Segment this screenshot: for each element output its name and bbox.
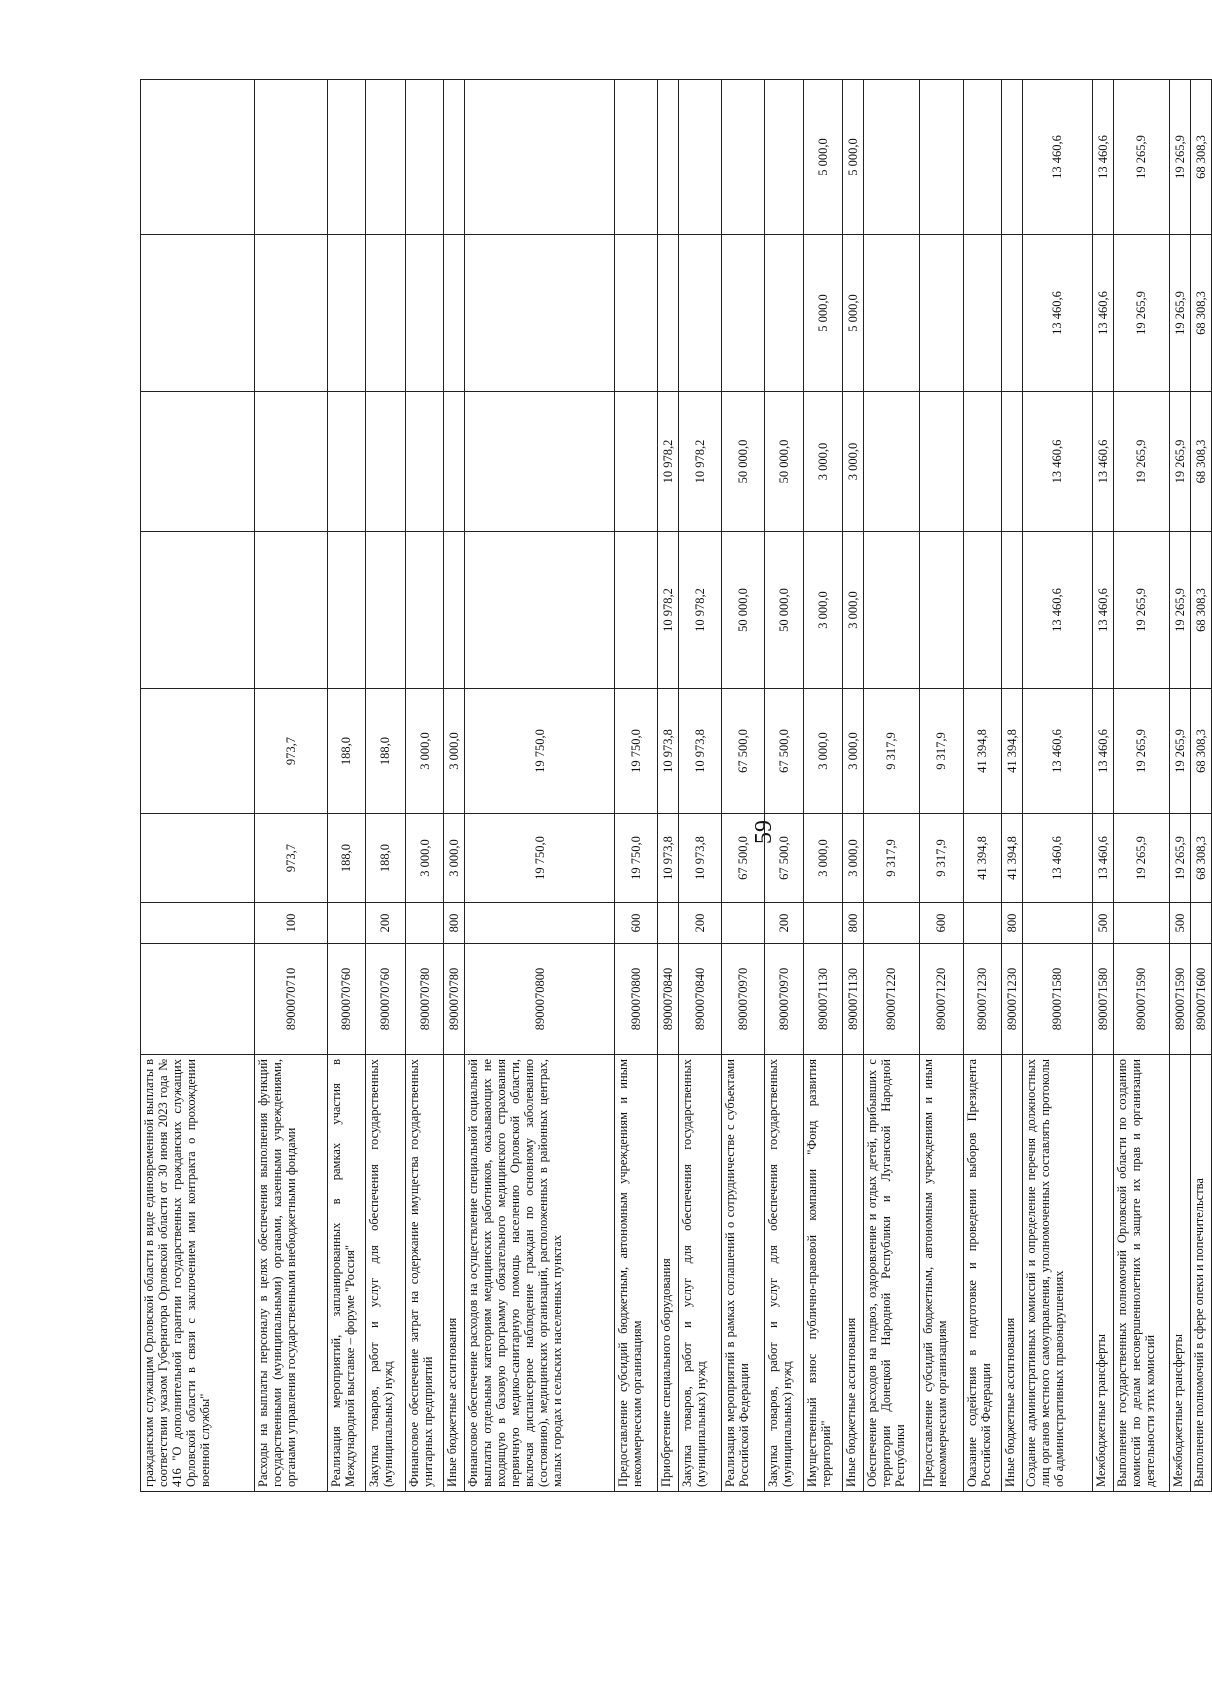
table-row xyxy=(465,80,615,1492)
target-article-code: 8900071600 xyxy=(1190,944,1211,1055)
value-col-3 xyxy=(255,532,327,689)
value-col-2: 9 317,9 xyxy=(864,689,919,814)
value-col-2: 19 265,9 xyxy=(1170,689,1191,814)
target-article-code: 8900071220 xyxy=(919,944,963,1055)
expense-type-code xyxy=(406,903,444,944)
value-col-2: 188,0 xyxy=(327,689,365,814)
item-name: Создание административных комиссий и определение перечня должностных лиц органов местного самоуправления, уполномоченных составлять протоколы об административных правонарушениях xyxy=(1022,1055,1092,1492)
value-col-2: 67 500,0 xyxy=(764,689,803,814)
expense-type-code: 500 xyxy=(1170,903,1191,944)
item-name: Приобретение специального оборудования xyxy=(658,1055,679,1492)
table-row xyxy=(864,80,919,1492)
value-col-6 xyxy=(327,80,365,235)
item-name: Межбюджетные трансферты xyxy=(1092,1055,1113,1492)
value-col-4: 10 978,2 xyxy=(658,392,679,532)
value-col-3 xyxy=(327,532,365,689)
expense-type-code xyxy=(1022,903,1092,944)
value-col-4: 13 460,6 xyxy=(1092,392,1113,532)
item-name: Обеспечение расходов на подвоз, оздоровление и отдых детей, прибывших с территории Донецкой Народной Республики и Луганской Народной Республики xyxy=(864,1055,919,1492)
target-article-code: 8900070840 xyxy=(658,944,679,1055)
value-col-4: 10 978,2 xyxy=(678,392,721,532)
item-name: Иные бюджетные ассигнования xyxy=(843,1055,864,1492)
value-col-6 xyxy=(615,80,658,235)
target-article-code: 8900071230 xyxy=(963,944,1001,1055)
value-col-2: 41 394,8 xyxy=(963,689,1001,814)
value-col-6 xyxy=(963,80,1001,235)
value-col-6 xyxy=(444,80,465,235)
value-col-6: 19 265,9 xyxy=(1170,80,1191,235)
value-col-4 xyxy=(255,392,327,532)
value-col-5 xyxy=(444,235,465,392)
value-col-4: 3 000,0 xyxy=(843,392,864,532)
table-row xyxy=(919,80,963,1492)
table-row xyxy=(615,80,658,1492)
expense-type-code xyxy=(1190,903,1211,944)
target-article-code: 8900071130 xyxy=(843,944,864,1055)
value-col-1: 3 000,0 xyxy=(843,814,864,903)
target-article-code: 8900070840 xyxy=(678,944,721,1055)
value-col-2: 3 000,0 xyxy=(804,689,843,814)
value-col-6 xyxy=(1001,80,1022,235)
value-col-1: 10 973,8 xyxy=(678,814,721,903)
target-article-code: 8900070800 xyxy=(615,944,658,1055)
value-col-4 xyxy=(1001,392,1022,532)
item-name: Закупка товаров, работ и услуг для обеспечения государственных (муниципальных) нужд xyxy=(365,1055,406,1492)
table-row xyxy=(1001,80,1022,1492)
item-name: Финансовое обеспечение расходов на осуществление специальной социальной выплаты отдельным категориям медицинских работников, оказывающих не входящую в базовую программу обязательного медицинского страхования первичную медико-санитарную помощь населению Орловской области, включая диспансерное наблюдение граждан по основному заболеванию (состоянию), медицинских организаций, расположенных в районных центрах, малых городах и сельских населенных пунктах xyxy=(465,1055,615,1492)
value-col-5: 19 265,9 xyxy=(1170,235,1191,392)
table-row xyxy=(1113,80,1169,1492)
value-col-2: 41 394,8 xyxy=(1001,689,1022,814)
value-col-5 xyxy=(764,235,803,392)
value-col-1: 41 394,8 xyxy=(1001,814,1022,903)
value-col-3 xyxy=(141,532,255,689)
value-col-5: 5 000,0 xyxy=(804,235,843,392)
value-col-6: 19 265,9 xyxy=(1113,80,1169,235)
value-col-6 xyxy=(658,80,679,235)
item-name: Межбюджетные трансферты xyxy=(1170,1055,1191,1492)
expense-type-code: 800 xyxy=(843,903,864,944)
item-name: Выполнение полномочий в сфере опеки и попечительства xyxy=(1190,1055,1211,1492)
expense-type-code xyxy=(963,903,1001,944)
expense-type-code xyxy=(327,903,365,944)
page-number: 59 xyxy=(751,820,777,844)
item-name: Оказание содействия в подготовке и проведении выборов Президента Российской Федерации xyxy=(963,1055,1001,1492)
expense-type-code: 200 xyxy=(764,903,803,944)
value-col-3: 13 460,6 xyxy=(1022,532,1092,689)
value-col-5 xyxy=(327,235,365,392)
value-col-2: 3 000,0 xyxy=(843,689,864,814)
value-col-5 xyxy=(1001,235,1022,392)
value-col-1: 19 750,0 xyxy=(465,814,615,903)
value-col-6 xyxy=(764,80,803,235)
value-col-5 xyxy=(141,235,255,392)
value-col-3: 50 000,0 xyxy=(764,532,803,689)
value-col-6 xyxy=(406,80,444,235)
value-col-3: 10 978,2 xyxy=(658,532,679,689)
value-col-4 xyxy=(444,392,465,532)
value-col-4: 13 460,6 xyxy=(1022,392,1092,532)
expense-type-code xyxy=(1113,903,1169,944)
expense-type-code: 100 xyxy=(255,903,327,944)
value-col-2: 188,0 xyxy=(365,689,406,814)
value-col-1: 9 317,9 xyxy=(864,814,919,903)
expense-type-code: 500 xyxy=(1092,903,1113,944)
value-col-3 xyxy=(963,532,1001,689)
target-article-code: 8900070970 xyxy=(721,944,764,1055)
target-article-code: 8900070780 xyxy=(444,944,465,1055)
value-col-5: 13 460,6 xyxy=(1022,235,1092,392)
expense-type-code: 800 xyxy=(1001,903,1022,944)
target-article-code: 8900070970 xyxy=(764,944,803,1055)
value-col-2 xyxy=(141,689,255,814)
value-col-3: 19 265,9 xyxy=(1113,532,1169,689)
table-row xyxy=(658,80,679,1492)
value-col-4 xyxy=(141,392,255,532)
value-col-3 xyxy=(444,532,465,689)
value-col-1: 188,0 xyxy=(365,814,406,903)
value-col-1: 13 460,6 xyxy=(1022,814,1092,903)
value-col-5: 5 000,0 xyxy=(843,235,864,392)
value-col-1: 19 265,9 xyxy=(1170,814,1191,903)
value-col-2: 19 265,9 xyxy=(1113,689,1169,814)
value-col-6 xyxy=(864,80,919,235)
item-name: Закупка товаров, работ и услуг для обеспечения государственных (муниципальных) нужд xyxy=(678,1055,721,1492)
value-col-4 xyxy=(365,392,406,532)
table-row xyxy=(1190,80,1211,1492)
expense-type-code xyxy=(804,903,843,944)
value-col-3: 19 265,9 xyxy=(1170,532,1191,689)
value-col-3 xyxy=(465,532,615,689)
value-col-2: 10 973,8 xyxy=(658,689,679,814)
value-col-6 xyxy=(141,80,255,235)
value-col-3: 13 460,6 xyxy=(1092,532,1113,689)
value-col-4 xyxy=(963,392,1001,532)
value-col-4 xyxy=(465,392,615,532)
value-col-6: 13 460,6 xyxy=(1092,80,1113,235)
value-col-1: 9 317,9 xyxy=(919,814,963,903)
item-name: Финансовое обеспечение затрат на содержание имущества государственных унитарных предприятий xyxy=(406,1055,444,1492)
value-col-6 xyxy=(721,80,764,235)
value-col-2: 3 000,0 xyxy=(406,689,444,814)
value-col-3: 10 978,2 xyxy=(678,532,721,689)
value-col-5 xyxy=(465,235,615,392)
value-col-2: 19 750,0 xyxy=(615,689,658,814)
value-col-1: 973,7 xyxy=(255,814,327,903)
value-col-6 xyxy=(465,80,615,235)
item-name: Расходы на выплаты персоналу в целях обеспечения выполнения функций государственными (муниципальными) органами, казенными учреждениями, органами управления государственными внебюджетными фондами xyxy=(255,1055,327,1492)
table-row xyxy=(1092,80,1113,1492)
table-row xyxy=(255,80,327,1492)
rotated-table-container xyxy=(140,80,1212,1492)
table-row xyxy=(678,80,721,1492)
expense-type-code: 600 xyxy=(919,903,963,944)
value-col-5 xyxy=(963,235,1001,392)
value-col-3: 3 000,0 xyxy=(804,532,843,689)
value-col-3: 50 000,0 xyxy=(721,532,764,689)
item-name: Предоставление субсидий бюджетным, автономным учреждениям и иным некоммерческим организациям xyxy=(919,1055,963,1492)
item-name: Имущественный взнос публично-правовой компании "Фонд развития территорий" xyxy=(804,1055,843,1492)
item-name: Предоставление субсидий бюджетным, автономным учреждениям и иным некоммерческим организациям xyxy=(615,1055,658,1492)
item-name: Реализация мероприятий, запланированных в рамках участия в Международной выставке – форуме "Россия" xyxy=(327,1055,365,1492)
target-article-code: 8900070710 xyxy=(255,944,327,1055)
value-col-6: 68 308,3 xyxy=(1190,80,1211,235)
item-name: Иные бюджетные ассигнования xyxy=(1001,1055,1022,1492)
value-col-5 xyxy=(365,235,406,392)
value-col-1: 3 000,0 xyxy=(444,814,465,903)
value-col-5 xyxy=(658,235,679,392)
value-col-3: 3 000,0 xyxy=(843,532,864,689)
value-col-2: 9 317,9 xyxy=(919,689,963,814)
budget-table xyxy=(140,79,1212,1492)
item-name: Иные бюджетные ассигнования xyxy=(444,1055,465,1492)
expense-type-code xyxy=(465,903,615,944)
value-col-5 xyxy=(255,235,327,392)
value-col-2: 68 308,3 xyxy=(1190,689,1211,814)
value-col-6 xyxy=(678,80,721,235)
value-col-3 xyxy=(1001,532,1022,689)
item-name: Выполнение государственных полномочий Орловской области по созданию комиссий по делам несовершеннолетних и защите их прав и организации деятельности этих комиссий xyxy=(1113,1055,1169,1492)
target-article-code: 8900071590 xyxy=(1170,944,1191,1055)
value-col-2: 67 500,0 xyxy=(721,689,764,814)
expense-type-code xyxy=(141,903,255,944)
value-col-4: 3 000,0 xyxy=(804,392,843,532)
table-row xyxy=(804,80,843,1492)
value-col-6: 5 000,0 xyxy=(843,80,864,235)
value-col-4 xyxy=(406,392,444,532)
target-article-code: 8900070800 xyxy=(465,944,615,1055)
item-name: гражданским служащим Орловской области в виде единовременной выплаты в соответствии указом Губернатора Орловской области от 30 июня 2023 года № 416 "О дополнительной гарантии государственных гражданских служащих Орловской области в связи с заключением ими контракта о прохождении военной службы" xyxy=(141,1055,255,1492)
value-col-1: 10 973,8 xyxy=(658,814,679,903)
value-col-6 xyxy=(255,80,327,235)
target-article-code: 8900071230 xyxy=(1001,944,1022,1055)
expense-type-code: 800 xyxy=(444,903,465,944)
value-col-4 xyxy=(615,392,658,532)
expense-type-code: 600 xyxy=(615,903,658,944)
table-row xyxy=(1170,80,1191,1492)
table-row xyxy=(365,80,406,1492)
table-row xyxy=(327,80,365,1492)
value-col-3 xyxy=(406,532,444,689)
value-col-3 xyxy=(365,532,406,689)
expense-type-code xyxy=(864,903,919,944)
item-name: Реализация мероприятий в рамках соглашений о сотрудничестве с субъектами Российской Федерации xyxy=(721,1055,764,1492)
value-col-1: 41 394,8 xyxy=(963,814,1001,903)
value-col-1: 13 460,6 xyxy=(1092,814,1113,903)
value-col-3 xyxy=(615,532,658,689)
table-row xyxy=(444,80,465,1492)
value-col-3 xyxy=(919,532,963,689)
value-col-2: 13 460,6 xyxy=(1092,689,1113,814)
target-article-code: 8900071220 xyxy=(864,944,919,1055)
value-col-3 xyxy=(864,532,919,689)
value-col-4: 19 265,9 xyxy=(1170,392,1191,532)
expense-type-code: 200 xyxy=(365,903,406,944)
value-col-2: 973,7 xyxy=(255,689,327,814)
value-col-4: 19 265,9 xyxy=(1113,392,1169,532)
value-col-5 xyxy=(615,235,658,392)
value-col-6: 5 000,0 xyxy=(804,80,843,235)
value-col-2: 10 973,8 xyxy=(678,689,721,814)
expense-type-code: 200 xyxy=(678,903,721,944)
value-col-1: 3 000,0 xyxy=(804,814,843,903)
value-col-5 xyxy=(678,235,721,392)
value-col-4: 68 308,3 xyxy=(1190,392,1211,532)
target-article-code: 8900070780 xyxy=(406,944,444,1055)
table-row xyxy=(721,80,764,1492)
table-body xyxy=(141,80,1212,1492)
table-row xyxy=(141,80,255,1492)
value-col-4 xyxy=(327,392,365,532)
value-col-1 xyxy=(141,814,255,903)
target-article-code xyxy=(141,944,255,1055)
table-row xyxy=(963,80,1001,1492)
value-col-1: 3 000,0 xyxy=(406,814,444,903)
value-col-6 xyxy=(919,80,963,235)
value-col-3: 68 308,3 xyxy=(1190,532,1211,689)
value-col-1: 188,0 xyxy=(327,814,365,903)
value-col-2: 3 000,0 xyxy=(444,689,465,814)
value-col-5 xyxy=(721,235,764,392)
value-col-5 xyxy=(919,235,963,392)
target-article-code: 8900071580 xyxy=(1092,944,1113,1055)
expense-type-code xyxy=(721,903,764,944)
target-article-code: 8900071130 xyxy=(804,944,843,1055)
value-col-5 xyxy=(864,235,919,392)
value-col-1: 68 308,3 xyxy=(1190,814,1211,903)
value-col-5: 19 265,9 xyxy=(1113,235,1169,392)
item-name: Закупка товаров, работ и услуг для обеспечения государственных (муниципальных) нужд xyxy=(764,1055,803,1492)
table-row xyxy=(1022,80,1092,1492)
value-col-4 xyxy=(864,392,919,532)
value-col-5 xyxy=(406,235,444,392)
value-col-1: 19 265,9 xyxy=(1113,814,1169,903)
table-row xyxy=(843,80,864,1492)
value-col-5: 13 460,6 xyxy=(1092,235,1113,392)
target-article-code: 8900071590 xyxy=(1113,944,1169,1055)
value-col-1: 19 750,0 xyxy=(615,814,658,903)
expense-type-code xyxy=(658,903,679,944)
target-article-code: 8900070760 xyxy=(327,944,365,1055)
value-col-1: 67 500,0 xyxy=(721,814,764,903)
target-article-code: 8900070760 xyxy=(365,944,406,1055)
value-col-1: 67 500,0 xyxy=(764,814,803,903)
value-col-4: 50 000,0 xyxy=(764,392,803,532)
value-col-4: 50 000,0 xyxy=(721,392,764,532)
table-row xyxy=(406,80,444,1492)
value-col-4 xyxy=(919,392,963,532)
target-article-code: 8900071580 xyxy=(1022,944,1092,1055)
table-row xyxy=(764,80,803,1492)
value-col-2: 13 460,6 xyxy=(1022,689,1092,814)
value-col-6: 13 460,6 xyxy=(1022,80,1092,235)
value-col-2: 19 750,0 xyxy=(465,689,615,814)
value-col-6 xyxy=(365,80,406,235)
value-col-5: 68 308,3 xyxy=(1190,235,1211,392)
